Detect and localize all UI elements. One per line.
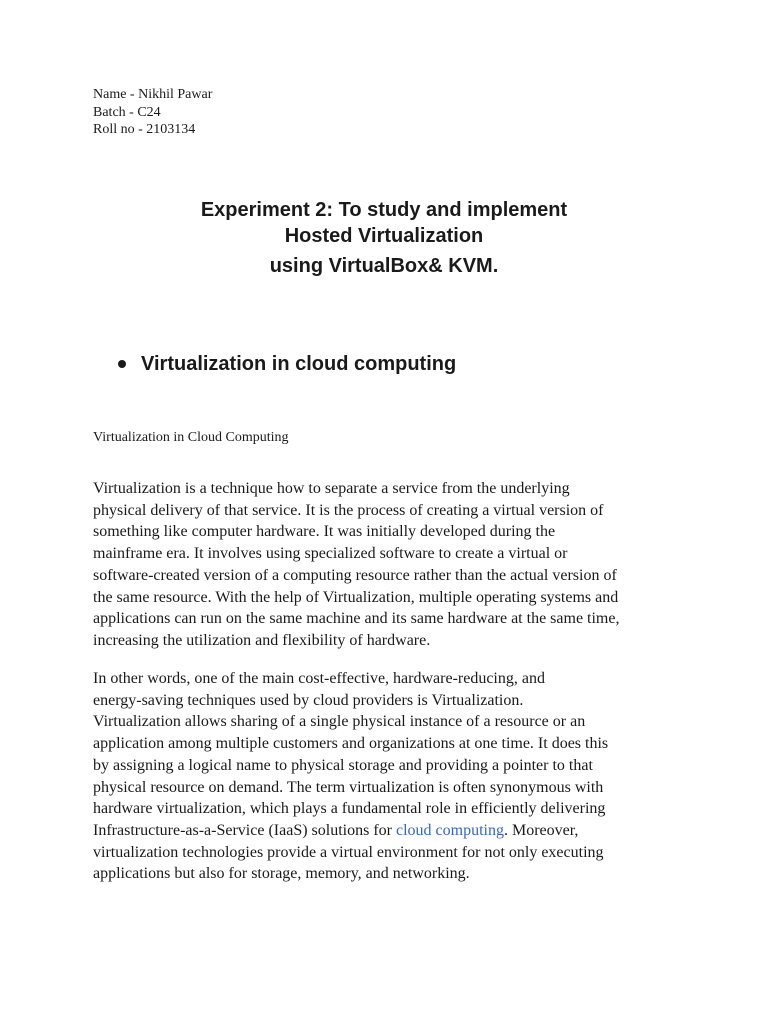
student-info: [93, 86, 212, 139]
link-prefix-text: Infrastructure-as-a-Service (IaaS) solutions for: [93, 821, 396, 839]
link-suffix-text: . Moreover,: [503, 821, 579, 839]
paragraph-line: physical delivery of that service. It is the process of creating a virtual version of: [93, 501, 604, 519]
paragraph-line: the same resource. With the help of Virtualization, multiple operating systems and: [93, 588, 619, 606]
experiment-title: [0, 197, 768, 279]
section-subheading: Virtualization in Cloud Computing: [93, 430, 289, 445]
paragraph-line: software-created version of a computing resource rather than the actual version of: [93, 566, 617, 584]
paragraph-line: increasing the utilization and flexibility of hardware.: [93, 631, 431, 649]
paragraph-line: hardware virtualization, which plays a fundamental role in efficiently delivering: [93, 800, 606, 818]
bullet-heading-text: Virtualization in cloud computing: [141, 353, 457, 375]
student-name: Name - Nikhil Pawar: [93, 87, 213, 102]
title-line-1: Experiment 2: To study and implement: [200, 199, 568, 221]
paragraph-line-with-link: [93, 820, 673, 842]
paragraph-1: [93, 478, 673, 652]
student-roll-number: Roll no - 2103134: [93, 122, 196, 137]
paragraph-line: application among multiple customers and organizations at one time. It does this: [93, 735, 609, 753]
title-line-3: using VirtualBox& KVM.: [269, 255, 499, 277]
paragraph-line: applications but also for storage, memory, and networking.: [93, 865, 470, 883]
paragraph-line: energy-saving techniques used by cloud providers is Virtualization.: [93, 691, 524, 709]
paragraph-line: In other words, one of the main cost-effective, hardware-reducing, and: [93, 670, 545, 687]
paragraph-line: something like computer hardware. It was initially developed during the: [93, 523, 556, 541]
paragraph-line: applications can run on the same machine and its same hardware at the same time,: [93, 610, 620, 628]
paragraph-line: by assigning a logical name to physical storage and providing a pointer to that: [93, 756, 593, 774]
student-batch: Batch - C24: [93, 104, 161, 120]
paragraph-line: Virtualization allows sharing of a single physical instance of a resource or an: [93, 713, 586, 731]
bullet-heading: [116, 351, 456, 377]
title-line-2: Hosted Virtualization: [284, 225, 484, 247]
bullet-icon: [118, 360, 126, 368]
paragraph-line: Virtualization is a technique how to separate a service from the underlying: [93, 480, 570, 497]
paragraph-line: virtualization technologies provide a virtual environment for not only executing: [93, 843, 604, 861]
paragraph-2: [93, 668, 673, 885]
cloud-computing-link[interactable]: cloud computing: [395, 821, 504, 839]
paragraph-line: physical resource on demand. The term virtualization is often synonymous with: [93, 778, 604, 796]
paragraph-line: mainframe era. It involves using specialized software to create a virtual or: [93, 545, 568, 563]
